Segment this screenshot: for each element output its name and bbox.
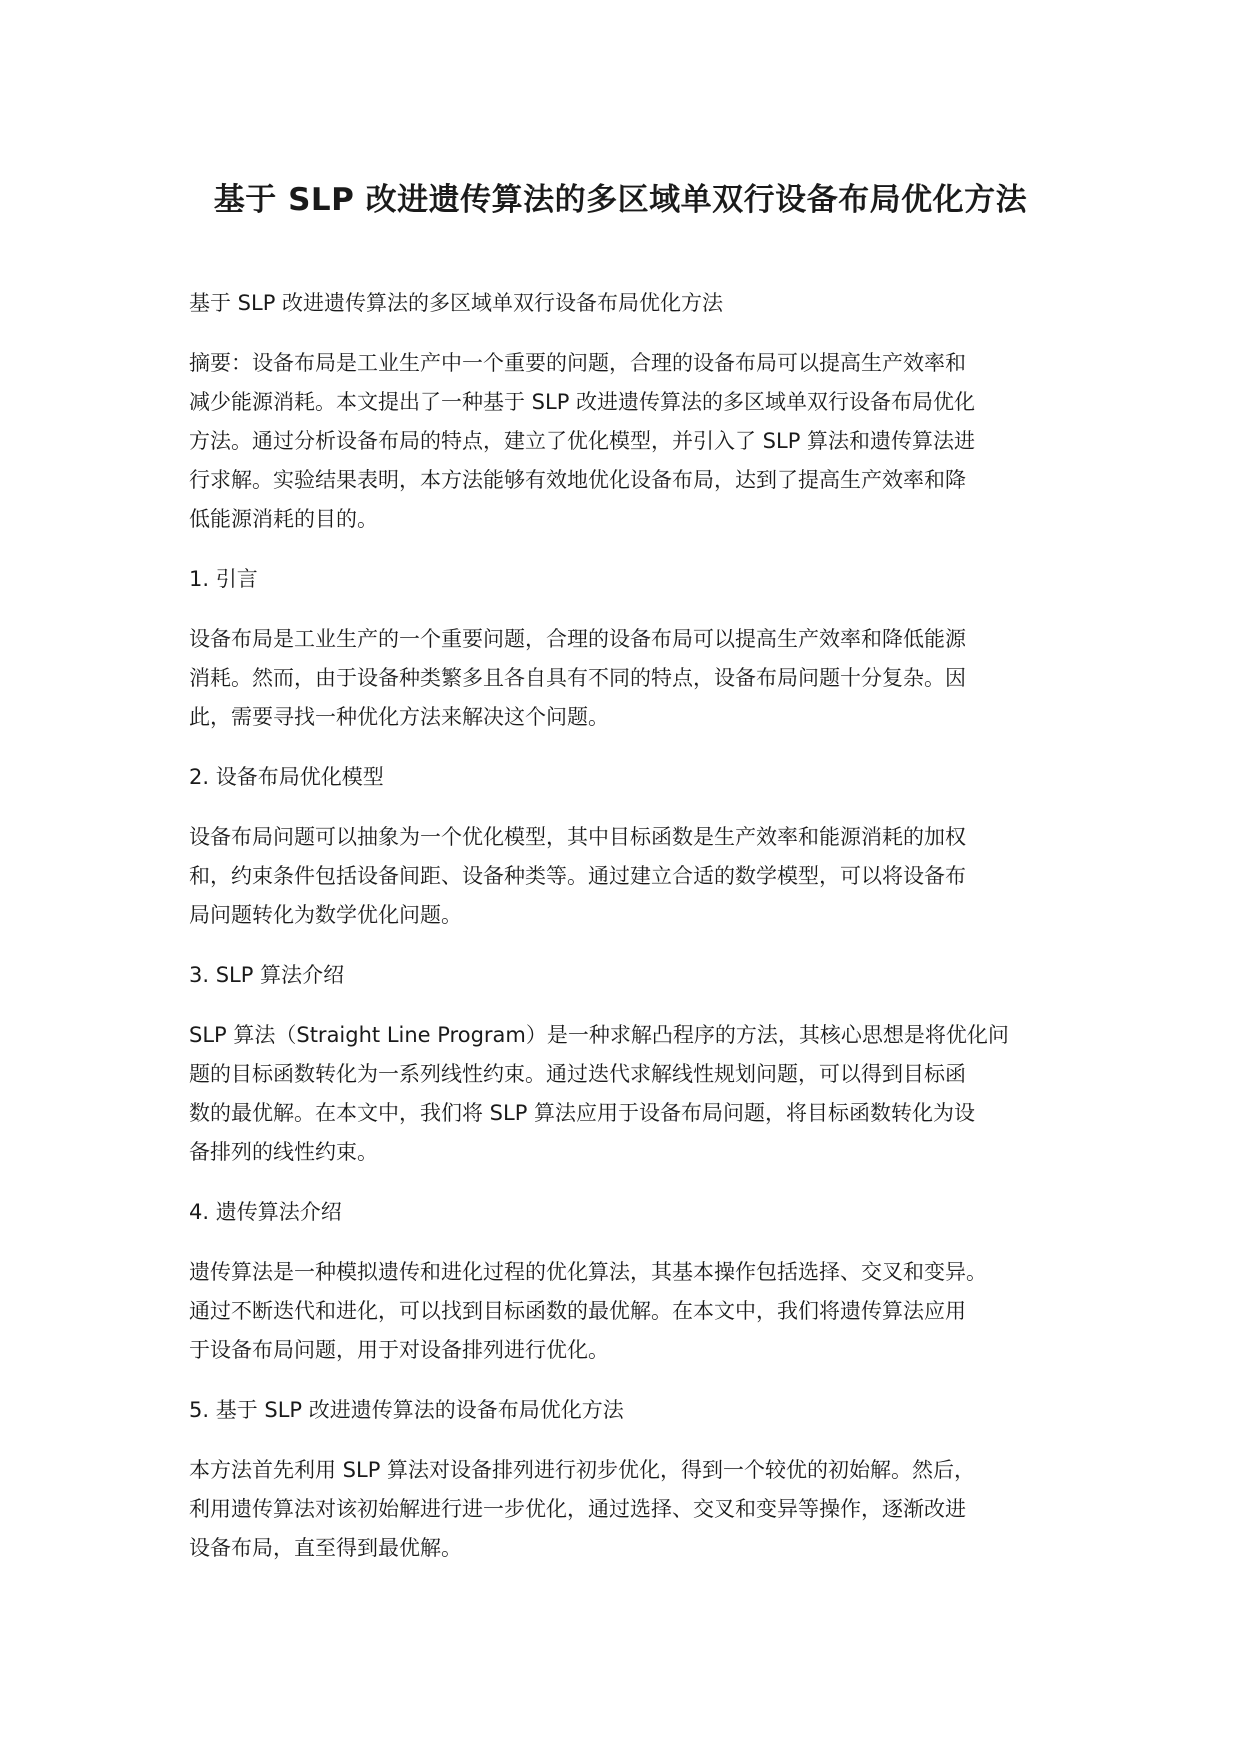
abstract-line: 减少能源消耗。本文提出了一种基于 SLP 改进遗传算法的多区域单双行设备布局优化 xyxy=(189,390,976,414)
section-paragraph-slp xyxy=(189,1016,1069,1172)
section-paragraph-genetic xyxy=(189,1253,1069,1370)
section-heading-method: 5. 基于 SLP 改进遗传算法的设备布局优化方法 xyxy=(189,1398,624,1422)
paragraph-line: 此，需要寻找一种优化方法来解决这个问题。 xyxy=(189,705,609,729)
paragraph-line: 利用遗传算法对该初始解进行进一步优化，通过选择、交叉和变异等操作，逐渐改进 xyxy=(189,1497,966,1521)
paragraph-line: 本方法首先利用 SLP 算法对设备排列进行初步优化，得到一个较优的初始解。然后， xyxy=(189,1458,976,1482)
section-paragraph-model xyxy=(189,818,1069,935)
paragraph-line: 通过不断迭代和进化，可以找到目标函数的最优解。在本文中，我们将遗传算法应用 xyxy=(189,1299,966,1323)
paragraph-line: 于设备布局问题，用于对设备排列进行优化。 xyxy=(189,1338,609,1362)
paragraph-line: 遗传算法是一种模拟遗传和进化过程的优化算法，其基本操作包括选择、交叉和变异。 xyxy=(189,1260,987,1284)
abstract-paragraph xyxy=(189,344,1069,539)
paragraph-line: 题的目标函数转化为一系列线性约束。通过迭代求解线性规划问题，可以得到目标函 xyxy=(189,1062,966,1086)
paragraph-line: 局问题转化为数学优化问题。 xyxy=(189,903,462,927)
document-body xyxy=(189,284,1069,1589)
paragraph-line: 设备布局，直至得到最优解。 xyxy=(189,1536,462,1560)
abstract-line: 行求解。实验结果表明，本方法能够有效地优化设备布局，达到了提高生产效率和降 xyxy=(189,468,966,492)
section-paragraph-introduction xyxy=(189,620,1069,737)
section-heading-introduction: 1. 引言 xyxy=(189,567,258,591)
document-title: 基于 SLP 改进遗传算法的多区域单双行设备布局优化方法 xyxy=(213,182,1028,218)
section-heading-slp: 3. SLP 算法介绍 xyxy=(189,963,345,987)
section-heading-genetic: 4. 遗传算法介绍 xyxy=(189,1200,342,1224)
section-heading-model: 2. 设备布局优化模型 xyxy=(189,765,384,789)
paragraph-line: 设备布局是工业生产的一个重要问题，合理的设备布局可以提高生产效率和降低能源 xyxy=(189,627,966,651)
paragraph-line: 备排列的线性约束。 xyxy=(189,1140,378,1164)
paragraph-line: 数的最优解。在本文中，我们将 SLP 算法应用于设备布局问题，将目标函数转化为设 xyxy=(189,1101,976,1125)
section-paragraph-method xyxy=(189,1451,1069,1568)
document-subtitle: 基于 SLP 改进遗传算法的多区域单双行设备布局优化方法 xyxy=(189,291,724,315)
paragraph-line: 设备布局问题可以抽象为一个优化模型，其中目标函数是生产效率和能源消耗的加权 xyxy=(189,825,966,849)
paragraph-line: 消耗。然而，由于设备种类繁多且各自具有不同的特点，设备布局问题十分复杂。因 xyxy=(189,666,966,690)
abstract-line: 方法。通过分析设备布局的特点，建立了优化模型，并引入了 SLP 算法和遗传算法进 xyxy=(189,429,976,453)
abstract-line: 低能源消耗的目的。 xyxy=(189,507,378,531)
paragraph-line: 和，约束条件包括设备间距、设备种类等。通过建立合适的数学模型，可以将设备布 xyxy=(189,864,966,888)
abstract-line: 摘要：设备布局是工业生产中一个重要的问题，合理的设备布局可以提高生产效率和 xyxy=(189,351,966,375)
paragraph-line: SLP 算法（Straight Line Program）是一种求解凸程序的方法，其核心思想是将优化问 xyxy=(189,1023,1009,1047)
